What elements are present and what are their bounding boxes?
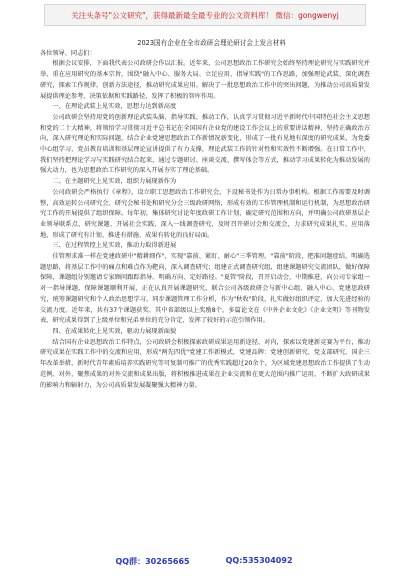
- footer-qq-group: QQ群：30265665: [115, 557, 190, 566]
- section-heading-3: 三、在过程管控上见实效，推动力取得新进展: [52, 242, 177, 250]
- document-title: 2023国有企业在全市政研会理论研讨会上发言材料: [137, 39, 286, 47]
- paragraph-2: 公司政研会严格执行《章程》，设立职工思想政治工作研究会，下设秘书处作为日常办事机构。根据工作需要及时调整，高效运转公司研究会、研究会秘书处和研究分会三级政研网络，形成有效的工作管理机制和运行机制，为思想政治研究工作的开展提供了组织保障。每年初，集体研究讨论年度政研工作计划，确定研究范围和方向，并明确公司政研基层企业领导联系点、研究课题、开展社会实践、深入一线调查研究，及时召开研讨会和交流会，力求研究成果扎实、应用落地，形成了研究有计划、推进有措施、成果有转化的良好局面。: [40, 188, 370, 239]
- footer-qq: QQ:535304092: [225, 556, 293, 565]
- banner-text: 关注头条号"公文研究"，获得最新最全最专业的公文资料库！ 微信：gongwenyj: [71, 10, 339, 20]
- paragraph-3: 佳管理求准一样在党建政研中"精耕细作"，实现"靠前、紧盯、耐心"三季管理。"靠前"阶段，把准问题症结，明确选题思路，将基层工作中的痛点和难点作为靶向，深入调查研究；组建正式调查研究组，组建课题研究交流团队，做好保障保障，课题组分别邀请专家顾问跟踪指导。明确方向、定好路径。"夏管"阶段，召开启动会，中期推进，向公司专家组一对一指导课题，保障课题顺利开展，正在认真开展课题研究，联合公司各级政研会与新中心组、融入中心、党建思政研究，统筹课题研究和个人政治思想学习，同步课题管理工作分析，作为"秋收"阶段，扎实做好组织评定、加大先进经验的交流力度。近年来，共有37个课题获奖、其中省部级以上奖励8个，多篇论文在《中外企业文化》《企业文明》等刊物发表，研究成果得到了上级单位和兄弟单位的充分肯定，发挥了较好的示范引领作用。: [40, 253, 370, 325]
- document-greeting: 各位领导、同志们：: [40, 49, 96, 57]
- section-heading-1: 一、在理论武装上见实效，思想力达到新高度: [52, 103, 177, 111]
- section-heading-4: 四、在成果转化上见实效，驱动力展现新面貌: [52, 327, 177, 335]
- footer-contacts: [0, 556, 408, 574]
- section-heading-2: 二、在主题研究上见实效，组织力展现新作为: [52, 178, 177, 186]
- paragraph-4: 结合国有企业思想政治工作特点，公司政研会积极探索政研成果运用新途径、对内，探索以党建新竞赛为平台，推动研究成果在实践工作中的交流和应用，形成"两先四优"党建工作新模式，党建品牌：党建创新研究、党支部研究、国企三年改革举措、新时代青年素质培养实践研究等可复制可推广的优秀实践超过20余个，为区域党建思想政治工作提供了生动范例、对外，聚焦成果的对外交流和成果出版，将积极推进成果在企业交流和在更大范围内推广运用，不断扩大政研成果的影响力和辐射力，为公司高质量发展凝聚强大精神力量。: [40, 338, 370, 389]
- paragraph-intro: 根据会议安排，下面我代表公司政研会作以汇报。近年来，公司思想政治工作研究会始终坚持理论研究与实践研究并举、重在应用研究的基本宗旨，围绕"融入中心、服务大局、立足应用、指导实践"的工作思路，加强理论武装、深化调查研究，探索工作规律，创新方法途径，推动研究成果应用。解决了一批思想政治工作中的突出问题，为推动公司高质量发展提供理论参考、决策依据和实践路径，发挥了积极的智库作用。: [40, 60, 370, 100]
- paragraph-1: 公司政研会坚持用党的创新理论武装头脑、指导实践、推动工作，认真学习贯彻习近平新时代中国特色社会主义思想和党的二十大精神，将领悟学习贯彻习近平总书记在全国国有企业党的建设工作会议上的重要讲话精神，坚持正确政治方向，深入研究理论和实际问题，结合企业党建思想政治工作新情况新变化，形成了一批有见地有深度的研究成果，为党委中心组学习、党员教育培训和基层理论宣讲提供了有力支撑，理论武装工作的针对性和实效性不断增强。在日常工作中，我们坚持把理论学习与实践研究结合起来，通过专题研讨、座谈交流、撰写体会等方式，推动学习成果转化为推动发展的强大动力，也为思想政治工作研究的深入开展夯实了理论基础。: [40, 113, 370, 175]
- top-banner: [44, 4, 366, 26]
- document-body: [40, 38, 370, 550]
